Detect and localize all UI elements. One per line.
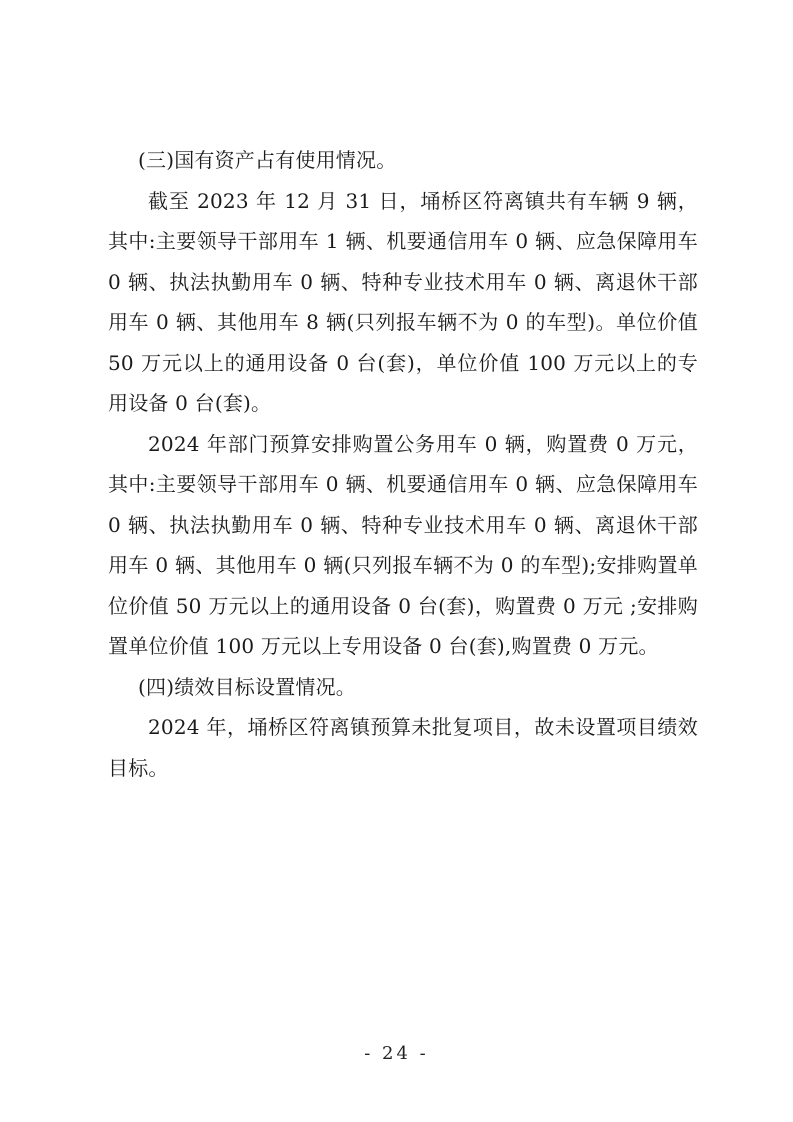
document-body — [108, 140, 698, 788]
section-heading-performance-goals: (四)绩效目标设置情况。 — [138, 674, 357, 699]
paragraph-vehicle-purchase-budget: 2024 年部门预算安排购置公务用车 0 辆，购置费 0 万元，其中:主要领导干部用车 0 辆、机要通信用车 0 辆、应急保障用车 0 辆、执法执勤用车 0 辆、特种专业技术用车 0 辆、离退休干部用车 0 辆、其他用车 0 辆(只列报车辆不为 0 的车型);安排购置单位价值 50 万元以上的通用设备 0 台(套)，购置费 0 万元 ;安排购置单位价值 100 万元以上专用设备 0 台(套),购置费 0 万元。 — [108, 431, 698, 658]
paragraph-performance-goals: 2024 年，埇桥区符离镇预算未批复项目，故未设置项目绩效目标。 — [108, 715, 698, 780]
paragraph-vehicle-holdings: 截至 2023 年 12 月 31 日，埇桥区符离镇共有车辆 9 辆，其中:主要领导干部用车 1 辆、机要通信用车 0 辆、应急保障用车 0 辆、执法执勤用车 0 辆、特种专业技术用车 0 辆、离退休干部用车 0 辆、其他用车 8 辆(只列报车辆不为 0 的车型)。单位价值 50 万元以上的通用设备 0 台(套)，单位价值 100 万元以上的专用设备 0 台(套)。 — [108, 188, 698, 415]
page-number: - 24 - — [364, 1043, 429, 1064]
section-heading-asset-usage: (三)国有资产占有使用情况。 — [138, 148, 397, 172]
